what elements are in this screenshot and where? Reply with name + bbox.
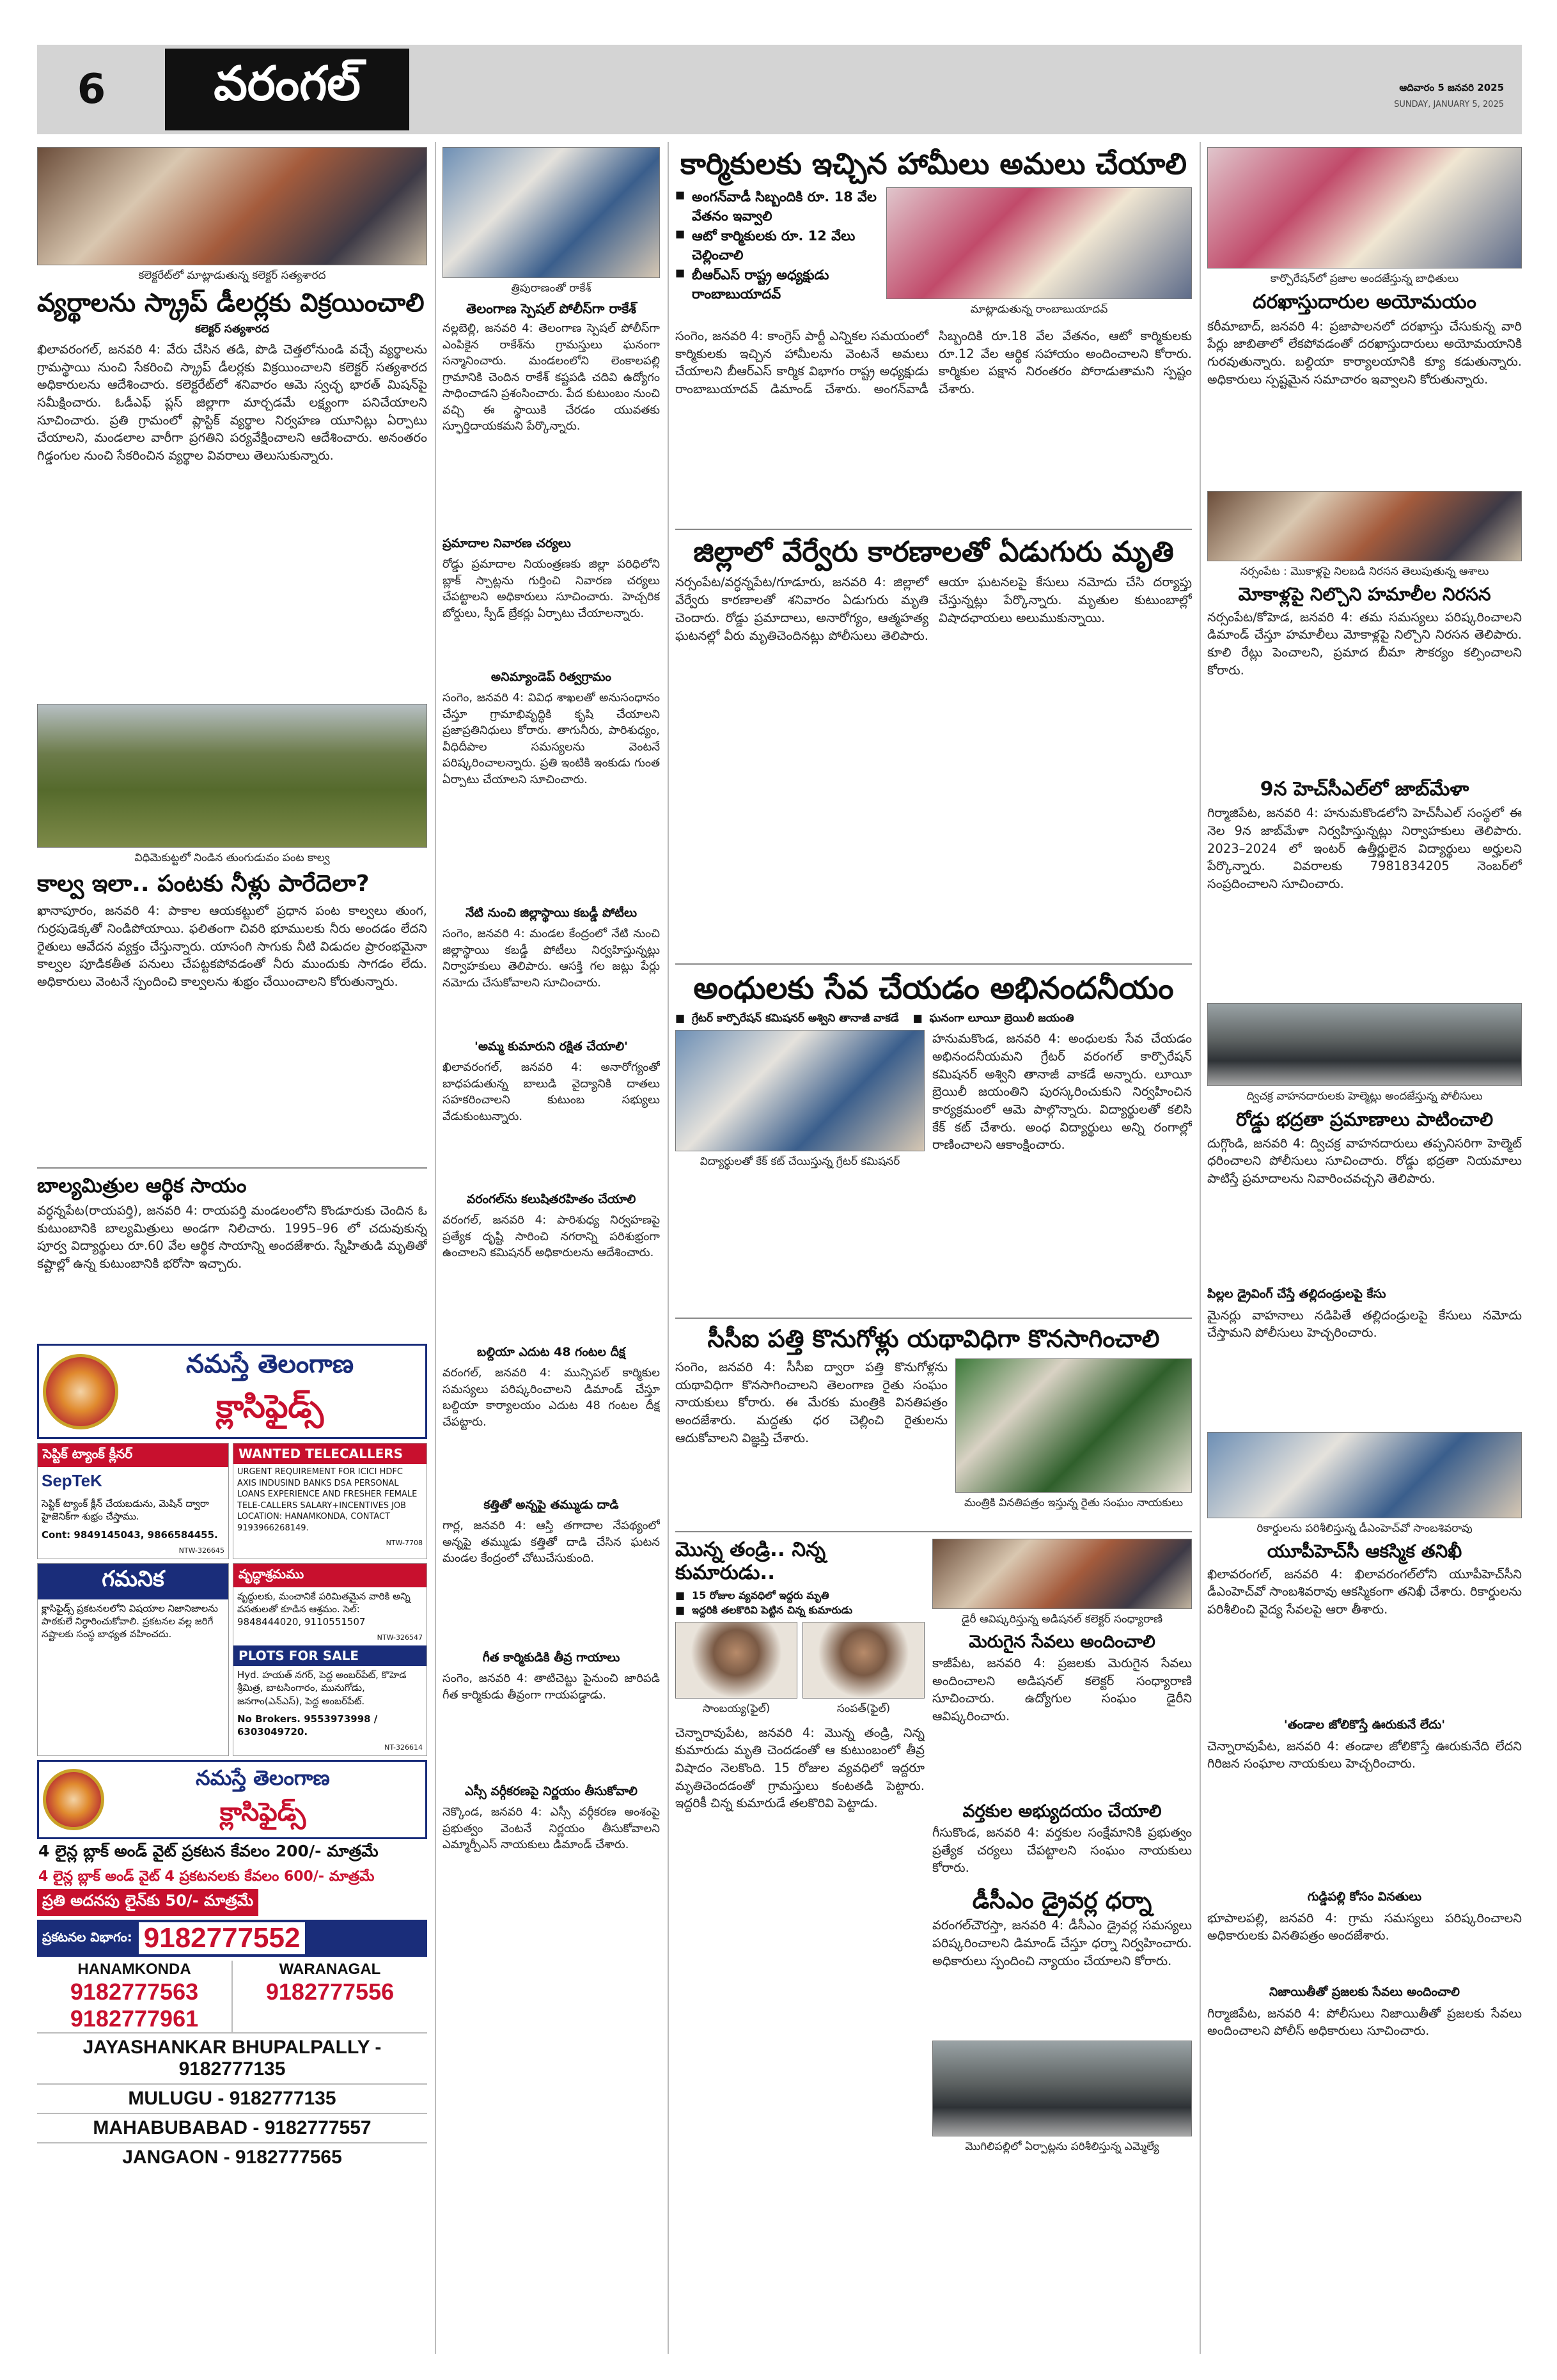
office-phone: 9182777961 [70, 2005, 199, 2032]
photo-caption: కార్పొరేషన్‌లో ప్రజాల అందజేస్తున్న బాధితులు [1270, 272, 1459, 285]
headline: కార్మికులకు ఇచ్చిన హామీలు అమలు చేయాలి [680, 146, 1187, 181]
article-body: కరీమాబాద్, జనవరి 4: ప్రజాపాలనలో దరఖాస్తు చేసుకున్న వారి పేర్లు జాబితాలో లేకపోవడంతో దరఖాస్తుదారులు అయోమయానికి గురవుతున్నారు. బల్దియా కార్యాలయానికి క్యూ కడుతున్నారు. అధికారులు స్పష్టమైన సమాచారం ఇవ్వాలని కోరుతున్నారు. [1207, 318, 1522, 387]
photo-caption: సాంబయ్య(ఫైల్) [702, 1702, 771, 1715]
bullet-list [675, 1011, 1192, 1027]
sub-headline: ప్రమాదాల నివారణ చర్యలు [442, 536, 571, 551]
portrait-photo [675, 1622, 797, 1699]
page-header [37, 45, 1522, 134]
district-phone: MULUGU - 9182777135 [37, 2083, 427, 2113]
headline: జిల్లాలో వేర్వేరు కారణాలతో ఏడుగురు మృతి [693, 535, 1174, 568]
divider [675, 963, 1192, 965]
sub-headline: ఎస్సీ వర్గీకరణపై నిర్ణయం తీసుకోవాలి [465, 1784, 638, 1799]
news-photo-diary [932, 1539, 1192, 1609]
news-photo-police [442, 147, 660, 278]
classifieds-title-1: నమస్తే తెలంగాణ [196, 1766, 330, 1791]
article-body: గిర్మాజిపేట, జనవరి 4: పోలీసులు నిజాయితీతో ప్రజలకు సేవలు అందించాలని పోలీస్ అధికారులు సూచించారు. [1207, 2005, 1522, 2039]
article-body: సంగెం, జనవరి 4: మండల కేంద్రంలో నేటి నుంచి జిల్లాస్థాయి కబడ్డీ పోటీలు నిర్వహిస్తున్నట్లు నిర్వాహకులు తెలిపారు. ఆసక్తి గల జట్లు పేర్లు నమోదు చేసుకోవాలని సూచించారు. [442, 927, 660, 990]
sub-headline: పిల్లల డ్రైవింగ్ చేస్తే తల్లిదండ్రులపై కేసు [1207, 1286, 1386, 1301]
byline: కలెక్టర్ సత్యశారద [195, 323, 269, 336]
ad-text: సెప్టిక్ ట్యాంక్ క్లీన్ చేయబడును, మెషిన్ ద్వారా హైజెనిక్‌గా శుభ్రం చేస్తాము. [42, 1498, 209, 1523]
photo-caption: మొగిలిపల్లిలో ఏర్పాట్లను పరిశీలిస్తున్న ఎమ్మెల్యే [965, 2140, 1159, 2154]
article-body: రోడ్డు ప్రమాదాల నియంత్రణకు జిల్లా పరిధిలోని బ్లాక్ స్పాట్లను గుర్తించి నివారణ చర్యలు చేపట్టాలని అధికారులు సూచించారు. హెచ్చరిక బోర్డులు, స్పీడ్ బ్రేకర్లు ఏర్పాటు చేయాలన్నారు. [442, 557, 660, 620]
news-photo-applicants [1207, 147, 1522, 268]
classifieds-header-2 [37, 1760, 427, 1839]
article-body: గార్ల, జనవరి 4: ఆస్తి తగాదాల నేపథ్యంలో అన్నపై తమ్ముడు కత్తితో దాడి చేసిన ఘటన మండల కేంద్రంలో చోటుచేసుకుంది. [442, 1519, 660, 1566]
headline: సీసీఐ పత్తి కొనుగోళ్లు యథావిధిగా కొనసాగించాలి [707, 1325, 1160, 1353]
office-phone: 9182777563 [70, 1979, 199, 2005]
article-body: హనుమకొండ, జనవరి 4: అంధులకు సేవ చేయడం అభినందనీయమని గ్రేటర్ వరంగల్ కార్పొరేషన్ కమిషనర్ అశ్విని తానాజీ వాకడే అన్నారు. లూయీ బ్రెయిలీ జయంతిని పురస్కరించుకుని నిర్వహించిన కార్యక్రమంలో ఆమె పాల్గొన్నారు. విద్యార్థులతో కలిసి కేక్ కట్ చేశారు. అంధ విద్యార్థులు అన్ని రంగాల్లో రాణించాలని ఆకాంక్షించారు. [932, 1031, 1192, 1153]
article-body: చెన్నారావుపేట, జనవరి 4: మొన్న తండ్రి, నిన్న కుమారుడు మృతి చెందడంతో ఆ కుటుంబంలో తీవ్ర విషాదం నెలకొంది. 15 రోజుల వ్యవధిలో ఇద్దరూ మృతిచెందడంతో గ్రామస్తులు కంటతడి పెట్టారు. ఇద్దరికీ చిన్న కుమారుడే తలకొరివి పెట్టాడు. [675, 1725, 925, 1811]
article-body: నల్లబెల్లి, జనవరి 4: తెలంగాణ స్పెషల్ పోలీస్‌గా ఎంపికైన రాకేశ్‌ను గ్రామస్తులు ఘనంగా సన్మానించారు. మండలంలోని లెంకాలపల్లి గ్రామానికి చెందిన రాకేశ్ కష్టపడి చదివి ఉద్యోగం సాధించాడని ప్రశంసించారు. పేద కుటుంబం నుంచి వచ్చి ఈ స్థాయికి చేరడం యువతకు స్ఫూర్తిదాయకమని పేర్కొన్నారు. [442, 322, 660, 433]
article-body: కాజీపేట, జనవరి 4: ప్రజలకు మెరుగైన సేవలు అందించాలని అడిషనల్ కలెక్టర్ సంధ్యారాణి సూచించారు. ఉద్యోగుల సంఘం డైరీని ఆవిష్కరించారు. [932, 1656, 1192, 1724]
article-body: మైనర్లు వాహనాలు నడిపితే తల్లిదండ్రులపై కేసులు నమోదు చేస్తామని పోలీసులు హెచ్చరించారు. [1207, 1307, 1522, 1341]
page-number: 6 [77, 66, 106, 113]
ad-heading: PLOTS FOR SALE [233, 1645, 426, 1666]
headline: మొన్న తండ్రి.. నిన్న కుమారుడు.. [675, 1538, 826, 1584]
news-photo-protest [1207, 491, 1522, 561]
sub-headline: నేటి నుంచి జిల్లాస్థాయి కబడ్డీ పోటీలు [465, 906, 638, 921]
sub-headline: 'అమ్మ కుమారుని రక్షిత చేయాలి' [474, 1039, 628, 1054]
classifieds-block [37, 1344, 427, 2172]
headline: మోకాళ్లపై నిల్చొని హమాలీల నిరసన [1238, 583, 1491, 605]
article-body: నెక్కొండ, జనవరి 4: ఎస్సీ వర్గీకరణ అంశంపై ప్రభుత్వం వెంటనే నిర్ణయం తీసుకోవాలని ఎమ్మార్పీఎస్ నాయకులు డిమాండ్ చేశారు. [442, 1805, 660, 1852]
article-body: వరంగల్, జనవరి 4: మున్సిపల్ కార్మికుల సమస్యలు పరిష్కరించాలని డిమాండ్ చేస్తూ బల్దియా కార్యాలయం ఎదుట 48 గంటల దీక్ష చేపట్టారు. [442, 1366, 660, 1429]
sub-headline: కత్తితో అన్నపై తమ్ముడు దాడి [483, 1498, 619, 1513]
news-photo-meeting [886, 187, 1192, 299]
divider [675, 1531, 1192, 1532]
article-body: ఖిలావరంగల్, జనవరి 4: ఖిలావరంగల్‌లోని యూపీహెచ్‌సీని డీఎంహెచ్‌వో సాంబశివరావు ఆకస్మికంగా తనిఖీ చేశారు. రికార్డులను పరిశీలించి వైద్య సేవలపై ఆరా తీశారు. [1207, 1566, 1522, 1617]
headline: డీసీఎం డ్రైవర్ల ధర్నా [972, 1888, 1152, 1915]
classifieds-title-2: క్లాసిఫైడ్స్ [215, 1388, 324, 1426]
article-body: గిర్మాజిపేట, జనవరి 4: హనుమకొండలోని హెచ్‌సీఎల్ సంస్థలో ఈ నెల 9న జాబ్‌మేళా నిర్వహిస్తున్నట్లు నిర్వాహకులు తెలిపారు. 2023–2024 లో ఇంటర్ ఉత్తీర్ణులైన విద్యార్థులు అర్హులని పేర్కొన్నారు. వివరాలకు 7981834205 నెంబర్‌లో సంప్రదించాలని సూచించారు. [1207, 805, 1522, 891]
septek-logo: SepTeK [42, 1471, 102, 1491]
headline: దరఖాస్తుదారుల అయోమయం [1253, 291, 1476, 313]
main-phone-label: ప్రకటనల విభాగం: [42, 1929, 132, 1945]
sub-headline: నిజాయితీతో ప్రజలకు సేవలు అందించాలి [1269, 1984, 1460, 1999]
headline: బాల్యమిత్రుల ఆర్థిక సాయం [37, 1174, 247, 1198]
bullet-item: ■ బీఆర్ఎస్ రాష్ట్ర అధ్యక్షుడు రాంబాబుయాదవ్ [675, 265, 880, 304]
classifieds-title-1: నమస్తే తెలంగాణ [185, 1349, 354, 1380]
classifieds-seal-icon [43, 1354, 118, 1429]
ad-code: NTW-326645 [178, 1546, 224, 1555]
bullet-item: ■ ఆటో కార్మికులకు రూ. 12 వేలు చెల్లించాలి [675, 226, 880, 265]
photo-caption: విద్యార్థులతో కేక్ కట్ చేయిస్తున్న గ్రేటర్ కమిషనర్ [700, 1155, 900, 1169]
main-phone: 9182777552 [139, 1922, 306, 1954]
headline: వ్యర్థాలను స్క్రాప్ డీలర్లకు విక్రయించాలి [37, 288, 425, 318]
district-phone: JANGAON - 9182777565 [37, 2142, 427, 2172]
ad-heading: సెప్టిక్ ట్యాంక్ క్లీనర్ [38, 1443, 228, 1467]
ad-text: వృద్ధులకు, మంచానికే పరిమితమైన వారికి అన్ని వసతులతో కూడిన ఆశ్రమం. సెల్: 9848444020, 9110551507 [237, 1590, 411, 1628]
divider [37, 1167, 427, 1169]
news-photo-canal [37, 704, 427, 848]
article-body: దుగ్గొండి, జనవరి 4: ద్విచక్ర వాహనదారులు తప్పనిసరిగా హెల్మెట్ ధరించాలని పోలీసులు సూచించారు. రోడ్డు భద్రతా నియమాలు పాటిస్తే ప్రమాదాలను నివారించవచ్చని తెలిపారు. [1207, 1135, 1522, 1186]
sub-headline: అనిమ్యాండెప్ రిత్వగ్రామం [490, 670, 612, 685]
article-body: నర్సంపేట/కోహెడ, జనవరి 4: తమ సమస్యలు పరిష్కరించాలని డిమాండ్ చేస్తూ హమాలీలు మోకాళ్లపై నిల్చొని నిరసన తెలిపారు. కూలి రేట్లు పెంచాలని, ప్రమాద బీమా సౌకర్యం కల్పించాలని కోరారు. [1207, 609, 1522, 678]
notice-heading: గమనిక [38, 1564, 228, 1599]
sub-headline: 'తండాల జోలికొస్తే ఊరుకునే లేదు' [1283, 1717, 1446, 1732]
promo-line: 4 లైన్ల బ్లాక్ అండ్ వైట్ ప్రకటన కేవలం 200/- మాత్రమే [38, 1842, 379, 1861]
divider [675, 1318, 1192, 1319]
news-photo-cotton [955, 1358, 1192, 1493]
date-english: SUNDAY, JANUARY 5, 2025 [1394, 100, 1504, 109]
article-body: ఖిలావరంగల్, జనవరి 4: వేరు చేసిన తడి, పొడి చెత్తలో‌నుండి వచ్చే వ్యర్థాలను గ్రామస్థాయి నుంచి సేకరించి స్క్రాప్ డీలర్లకు విక్రయించాలని కలెక్టర్ సత్యశారద అధికారులను ఆదేశించారు. కలెక్టరేట్‌లో శనివారం ఆమె స్వచ్ఛ భారత్ మిషన్‌పై సమీక్షించారు. ఓడీఎఫ్ ప్లస్ జిల్లాగా మార్చడమే లక్ష్యంగా పనిచేయాలని సూచించారు. ప్రతి గ్రామంలో ప్లాస్టిక్ వ్యర్థాల నిర్వహణ యూనిట్లు ఏర్పాటు చేయాలని, మండలాల వారీగా ప్రగతిని పర్యవేక్షించాలని ఆదేశించారు. అనంతరం గిడ్డంగుల నుంచి సేకరించిన వ్యర్థాల వివరాలు తెలుసుకున్నారు. [37, 342, 427, 463]
ad-heading: వృద్ధాశ్రమము [233, 1564, 426, 1587]
ad-code: NT-326614 [384, 1743, 423, 1752]
classifieds-header [37, 1344, 427, 1439]
bullet-list [675, 1588, 925, 1617]
ad-contact: No Brokers. 9553973998 / 6303049720. [237, 1713, 378, 1738]
photo-caption: మాట్లాడుతున్న రాంబాబుయాదవ్ [970, 302, 1108, 316]
bullet-item: ■ గ్రేటర్ కార్పొరేషన్ కమిషనర్ అశ్విని తానాజీ వాకడే [675, 1011, 899, 1027]
news-photo-braille-day [675, 1030, 925, 1151]
ad-heading: WANTED TELECALLERS [233, 1443, 426, 1464]
column-2 [442, 147, 660, 1932]
district-phone: JAYASHANKAR BHUPALPALLY - 9182777135 [37, 2032, 427, 2083]
article-body: గీసుకొండ, జనవరి 4: వర్తకుల సంక్షేమానికి ప్రభుత్వం ప్రత్యేక చర్యలు చేపట్టాలని సంఘం నాయకులు కోరారు. [932, 1825, 1192, 1876]
ad-code: NTW-326547 [377, 1633, 423, 1642]
sub-headline: బల్దియా ఎదుట 48 గంటల దీక్ష [477, 1345, 625, 1360]
headline: కాల్వ ఇలా.. పంటకు నీళ్లు పారేదెలా? [37, 871, 370, 897]
ad-text: Hyd. హయత్ నగర్, పెద్ద అంబర్‌పేట్, కొహెడ శ్రీమిత్ర, బాటసింగారం, మునుగోడు, జనగాం(ఎన్ఎస్), పెద్ద అంబర్‌పేట్. [237, 1669, 407, 1707]
ad-contact: Cont: 9849145043, 9866584455. [42, 1528, 218, 1541]
article-body: ఖిలావరంగల్, జనవరి 4: అనారోగ్యంతో బాధపడుతున్న బాలుడి వైద్యానికి దాతలు సహకరించాలని కుటుంబ సభ్యులు వేడుకుంటున్నారు. [442, 1061, 660, 1123]
column-divider [435, 142, 436, 2354]
portrait-photo [802, 1622, 925, 1699]
article-body: వరంగల్‌చౌరస్తా, జనవరి 4: డీసీఎం డ్రైవర్ల సమస్యలు పరిష్కరించాలని డిమాండ్ చేస్తూ ధర్నా నిర్వహించారు. అధికారులు స్పందించి న్యాయం చేయాలని కోరారు. [932, 1918, 1192, 1968]
column-3 [675, 147, 1192, 2159]
bullet-item: ■ ఇద్దరికి తలకొరివి పెట్టిన చిన్న కుమారుడు [675, 1603, 925, 1617]
article-body: చెన్నారావుపేట, జనవరి 4: తండాల జోలికొస్తే ఊరుకునేది లేదని గిరిజన సంఘాల నాయకులు హెచ్చరించారు. [1207, 1738, 1522, 1771]
column-divider [1200, 142, 1201, 2354]
column-divider [668, 142, 669, 2354]
headline: మెరుగైన సేవలు అందించాలి [969, 1632, 1155, 1652]
date-telugu: ఆదివారం 5 జనవరి 2025 [1399, 82, 1504, 93]
photo-caption: రికార్డులను పరిశీలిస్తున్న డీఎంహెచ్‌వో సాంబశివరావు [1256, 1521, 1473, 1535]
office-label: WARANAGAL [279, 1961, 381, 1979]
office-phone: 9182777556 [265, 1979, 395, 2005]
photo-caption: నర్సంపేట : మొకాళ్లపై నిలబడి నిరసన తెలుపుతున్న ఆశాలు [1240, 564, 1489, 578]
office-label: HANAMKONDA [77, 1961, 191, 1979]
bullet-item: ■ 15 రోజుల వ్యవధిలో ఇద్దరు మృతి [675, 1588, 925, 1603]
page-date [1394, 82, 1504, 109]
article-body: ఖానాపూరం, జనవరి 4: పాకాల ఆయకట్టులో ప్రధాన పంట కాల్వలు తుంగ, గుర్రపుడెక్కతో నిండిపోయాయి. ఫలితంగా చివరి భూములకు నీరు అందడం లేదని రైతులు ఆవేదన వ్యక్తం చేస్తున్నారు. యాసంగి సాగుకు నీటి విడుదల ప్రారంభమైనా కాల్వల పూడికతీత పనులు చేపట్టకపోవడంతో నీరు ముందుకు సాగడం లేదు. అధికారులు వెంటనే స్పందించి కాల్వలను శుభ్రం చేయించాలని కోరుతున్నారు. [37, 903, 427, 990]
notice-text: క్లాసిఫైడ్స్ ప్రకటనలలోని విషయాల నిజానిజాలను పాఠకులే నిర్ధారించుకోవాలి. ప్రకటనల వల్ల జరిగే నష్టాలకు సంస్థ బాధ్యత వహించదు. [42, 1602, 218, 1640]
headline: తెలంగాణ స్పెషల్ పోలీస్‌గా రాకేశ్ [466, 301, 636, 316]
classifieds-title-2: క్లాసిఫైడ్స్ [219, 1798, 306, 1828]
column-4 [1207, 147, 1522, 2075]
column-1 [37, 147, 427, 2172]
article-body: సంగెం, జనవరి 4: తాటిచెట్టు పైనుంచి జారిపడి గీత కార్మికుడు తీవ్రంగా గాయపడ్డాడు. [442, 1672, 660, 1702]
article-body: సంగెం, జనవరి 4: వివిధ శాఖలతో అనుసంధానం చేస్తూ గ్రామాభివృద్ధికి కృషి చేయాలని ప్రజాప్రతినిధులు కోరారు. తాగునీరు, పారిశుధ్యం, వీధిదీపాల సమస్యలను వెంటనే పరిష్కరించాలన్నారు. ప్రతి ఇంటికి ఇంకుడు గుంత ఏర్పాటు చేయాలని సూచించారు. [442, 691, 660, 786]
promo-line: 4 లైన్ల బ్లాక్ అండ్ వైట్ 4 ప్రకటనలకు కేవలం 600/- మాత్రమే [38, 1869, 375, 1885]
section-title: వరంగల్ [165, 49, 409, 130]
sub-headline: గుడ్డిపల్లి కోసం వినతులు [1307, 1889, 1422, 1904]
sub-headline: వరంగల్‌ను కలుషితరహితం చేయాలి [466, 1192, 636, 1207]
article-body: సంగెం, జనవరి 4: సీసీఐ ద్వారా పత్తి కొనుగోళ్లను యథావిధిగా కొనసాగించాలని తెలంగాణ రైతు సంఘం నాయకులు కోరారు. ఈ మేరకు మంత్రికి వినతిపత్రం అందజేశారు. మద్దతు ధర చెల్లించి రైతులను ఆదుకోవాలని విజ్ఞప్తి చేశారు. [675, 1360, 948, 1445]
ad-code: NTW-7708 [386, 1539, 423, 1548]
article-body: భూపాలపల్లి, జనవరి 4: గ్రామ సమస్యలు పరిష్కరించాలని అధికారులకు వినతిపత్రం అందజేశారు. [1207, 1910, 1522, 1943]
headline: అంధులకు సేవ చేయడం అభినందనీయం [693, 970, 1174, 1007]
news-photo-uphc [1207, 1432, 1522, 1518]
article-body: వరంగల్, జనవరి 4: పారిశుధ్య నిర్వహణపై ప్రత్యేక దృష్టి సారించి నగరాన్ని పరిశుభ్రంగా ఉంచాలని కమిషనర్ అధికారులను ఆదేశించారు. [442, 1213, 660, 1260]
headline: రోడ్డు భద్రతా ప్రమాణాలు పాటించాలి [1235, 1108, 1494, 1131]
article-body: వర్ధన్నపేట(రాయపర్తి), జనవరి 4: రాయపర్తి మండలంలోని కొండూరుకు చెందిన ఓ కుటుంబానికి బాల్యమిత్రులు అండగా నిలిచారు. 1995–96 లో చదువుకున్న పూర్వ విద్యార్థులు రూ.60 వేల ఆర్థిక సాయాన్ని అందజేశారు. స్నేహితుడి మృతితో కష్టాల్లో ఉన్న కుటుంబానికి భరోసా ఇచ్చారు. [37, 1203, 427, 1272]
district-phone: MAHABUBABAD - 9182777557 [37, 2113, 427, 2142]
sub-headline: గీత కార్మికుడికి తీవ్ర గాయాలు [482, 1651, 620, 1665]
photo-caption: డైరీ ఆవిష్కరిస్తున్న అడిషనల్ కలెక్టర్ సంధ్యారాణి [961, 1613, 1163, 1626]
bullet-list [675, 187, 880, 322]
classifieds-seal-icon [43, 1769, 104, 1830]
photo-caption: త్రిపురాణంతో రాకేశ్ [511, 282, 591, 295]
news-photo-helmets [1207, 1003, 1522, 1086]
bullet-item: ■ అంగన్‌వాడీ సిబ్బందికి రూ. 18 వేల వేతనం ఇవ్వాలి [675, 187, 880, 226]
ad-text: URGENT REQUIREMENT FOR ICICI HDFC AXIS INDUSIND BANKS DSA PERSONAL LOANS EXPERIENCE AND FRESHER FEMALE TELE-CALLERS SALARY+INCENTIVES JOB LOCATION: HANAMKONDA, CONTACT 9193966268149. [237, 1467, 418, 1533]
news-photo-collector [37, 147, 427, 265]
photo-caption: ద్విచక్ర వాహనదారులకు హెల్మెట్లు అందజేస్తున్న పోలీసులు [1246, 1090, 1483, 1103]
article-body: సంగెం, జనవరి 4: కాంగ్రెస్ పార్టీ ఎన్నికల సమయంలో కార్మికులకు ఇచ్చిన హామీలను వెంటనే అమలు చేయాలని బీఆర్ఎస్ కార్మిక విభాగం రాష్ట్ర అధ్యక్షుడు రాంబాబుయాదవ్ డిమాండ్ చేశారు. అంగన్‌వాడీ సిబ్బందికి రూ.18 వేల వేతనం, ఆటో కార్మికులకు రూ.12 వేల ఆర్థిక సహాయం అందించాలని కోరారు. కార్మికుల పక్షాన నిరంతరం పోరాడుతామని స్పష్టం చేశారు. [675, 328, 1192, 396]
bullet-item: ■ ఘనంగా లూయీ బ్రెయిలీ జయంతి [913, 1011, 1074, 1027]
photo-caption: మంత్రికి వినతిపత్రం ఇస్తున్న రైతు సంఘం నాయకులు [964, 1497, 1184, 1509]
divider [675, 529, 1192, 530]
news-photo-mla [932, 2041, 1192, 2136]
photo-caption: కలెక్టరేట్‌లో మాట్లాడుతున్న కలెక్టర్ సత్యశారద [138, 269, 326, 282]
promo-line: ప్రతి అదనపు లైన్‌కు 50/- మాత్రమే [37, 1889, 258, 1916]
photo-caption: విధిమెకుట్టలో నిండిన తుంగుడువం పంట కాల్వ [134, 852, 330, 864]
headline: యూపీహెచ్‌సీ ఆకస్మిక తనిఖీ [1267, 1540, 1462, 1562]
headline: వర్తకుల అభ్యుదయం చేయాలి [962, 1801, 1162, 1822]
photo-caption: సంపత్(ఫైల్) [836, 1702, 891, 1715]
article-body: నర్సంపేట/వర్ధన్నపేట/గూడూరు, జనవరి 4: జిల్లాలో వేర్వేరు కారణాలతో శనివారం ఏడుగురు మృతి చెందారు. రోడ్డు ప్రమాదాలు, అనారోగ్యం, ఆత్మహత్య ఘటనల్లో వీరు మృతిచెందినట్లు పోలీసులు తెలిపారు. ఆయా ఘటనలపై కేసులు నమోదు చేసి దర్యాప్తు చేస్తున్నట్లు పేర్కొన్నారు. మృతుల కుటుంబాల్లో విషాదఛాయలు అలుముకున్నాయి. [675, 575, 1192, 643]
headline: 9న హెచ్‌సీఎల్‌లో జాబ్‌మేళా [1260, 777, 1469, 800]
